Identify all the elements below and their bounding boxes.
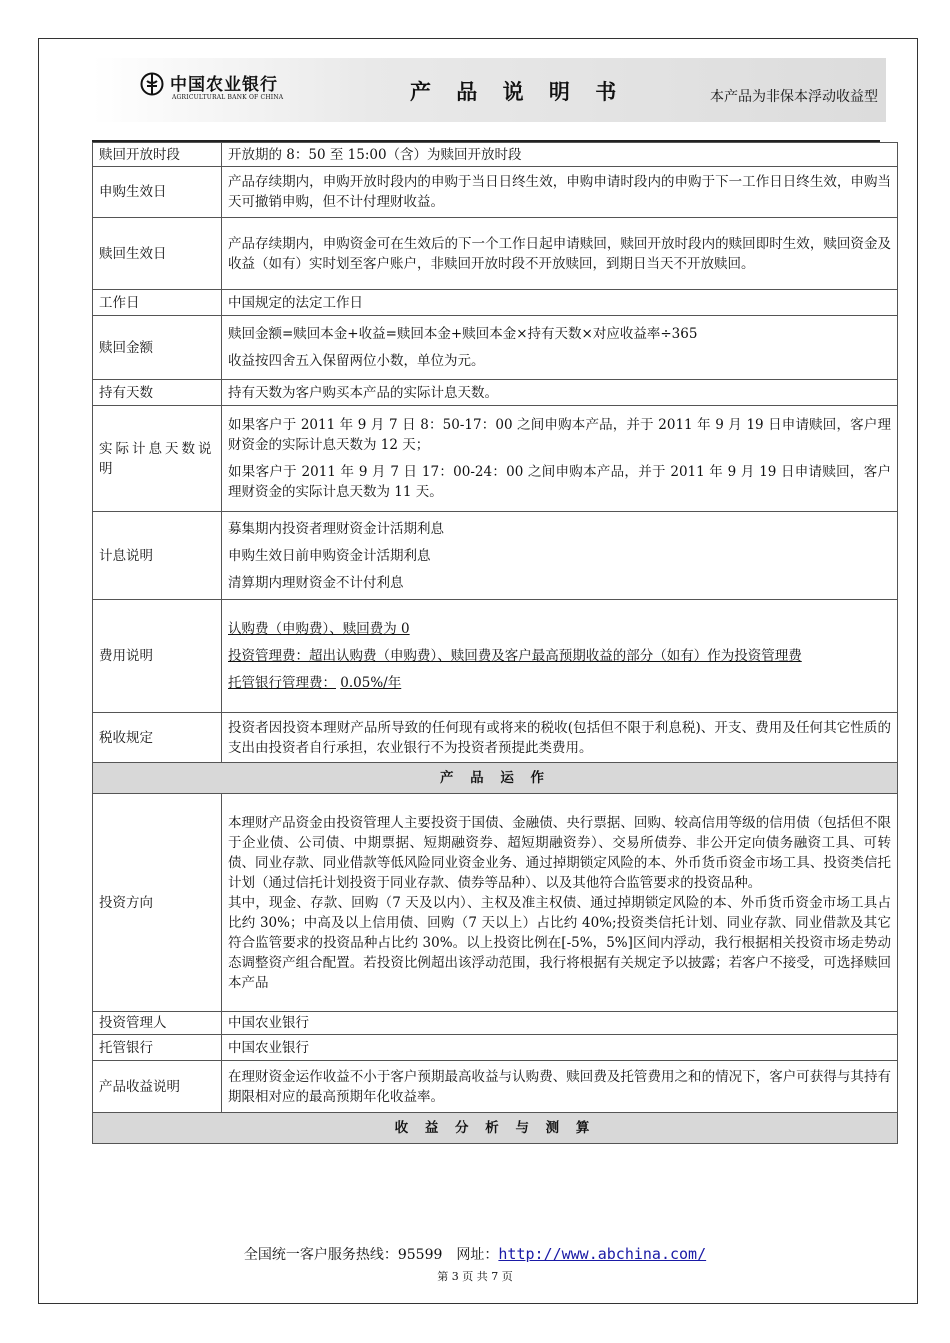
table-row bbox=[93, 1061, 898, 1113]
document-subtitle: 本产品为非保本浮动收益型 bbox=[710, 89, 878, 105]
row-value: 中国农业银行 bbox=[222, 1035, 898, 1061]
table-row bbox=[93, 713, 898, 763]
bank-name-cn: 中国农业银行 bbox=[170, 75, 278, 95]
redeem-formula: 赎回金额=赎回本金+收益=赎回本金+赎回本金×持有天数×对应收益率÷365 bbox=[228, 326, 698, 342]
footer-contact bbox=[0, 1244, 950, 1264]
table-row bbox=[93, 316, 898, 380]
section-title: 收 益 分 析 与 测 算 bbox=[93, 1113, 898, 1144]
section-row bbox=[93, 763, 898, 794]
row-label: 费用说明 bbox=[93, 600, 222, 713]
rounding-note: 收益按四舍五入保留两位小数，单位为元。 bbox=[228, 353, 485, 369]
custody-fee-value: 0.05%/年 bbox=[340, 675, 402, 691]
row-label: 申购生效日 bbox=[93, 167, 222, 218]
website-link[interactable]: http://www.abchina.com/ bbox=[498, 1245, 707, 1263]
custody-fee-label: 托管银行管理费： bbox=[228, 675, 336, 691]
table-row bbox=[93, 290, 898, 316]
table-row bbox=[93, 512, 898, 600]
row-label: 计息说明 bbox=[93, 512, 222, 600]
table-row bbox=[93, 600, 898, 713]
row-value bbox=[222, 512, 898, 600]
table-row bbox=[93, 143, 898, 167]
section-title: 产 品 运 作 bbox=[93, 763, 898, 794]
interest-line: 募集期内投资者理财资金计活期利息 bbox=[228, 520, 444, 537]
fee-line bbox=[228, 673, 891, 693]
example-2: 如果客户于 2011 年 9 月 7 日 17：00-24：00 之间申购本产品，并于 2011 年 9 月 19 日申请赎回，客户理财资金的实际计息天数为 11 天。 bbox=[228, 464, 891, 500]
row-value: 持有天数为客户购买本产品的实际计息天数。 bbox=[222, 380, 898, 406]
row-label: 实际计息天数说明 bbox=[93, 406, 222, 512]
bank-name-en: AGRICULTURAL BANK OF CHINA bbox=[172, 94, 284, 101]
row-value: 产品存续期内，申购资金可在生效后的下一个工作日起申请赎回，赎回开放时段内的赎回即时生效，赎回资金及收益（如有）实时划至客户账户，非赎回开放时段不开放赎回，到期日当天不开放赎回。 bbox=[222, 218, 898, 290]
document-title: 产 品 说 明 书 bbox=[410, 79, 626, 104]
table-row bbox=[93, 1035, 898, 1061]
row-label: 赎回金额 bbox=[93, 316, 222, 380]
document-header bbox=[92, 58, 886, 122]
interest-line: 申购生效日前申购资金计活期利息 bbox=[228, 547, 431, 564]
abc-logo-icon bbox=[140, 72, 164, 96]
invest-paragraph: 本理财产品资金由投资管理人主要投资于国债、金融债、央行票据、回购、较高信用等级的信用债（包括但不限于企业债、公司债、中期票据、短期融资券、超短期融资券）、交易所债券、非公开定向债务融资工具、可转债、同业存款、同业借款等低风险同业资金业务、通过掉期锁定风险的本、外币货币资金市场工具、投资类信托计划（通过信托计划投资于同业存款、债券等品种）、以及其他符合监管要求的投资品种。 bbox=[228, 814, 891, 891]
table-row bbox=[93, 167, 898, 218]
section-row bbox=[93, 1113, 898, 1144]
row-value: 中国农业银行 bbox=[222, 1012, 898, 1035]
table-row bbox=[93, 1012, 898, 1035]
fee-line: 投资管理费：超出认购费（申购费）、赎回费及客户最高预期收益的部分（如有）作为投资管理费 bbox=[228, 648, 802, 664]
page-number: 第 3 页 共 7 页 bbox=[437, 1270, 513, 1283]
row-label: 投资管理人 bbox=[93, 1012, 222, 1035]
row-value: 中国规定的法定工作日 bbox=[222, 290, 898, 316]
row-label: 赎回开放时段 bbox=[93, 143, 222, 167]
hotline-text: 全国统一客户服务热线：95599 网址： bbox=[243, 1247, 499, 1263]
row-label: 赎回生效日 bbox=[93, 218, 222, 290]
product-table bbox=[92, 142, 898, 1144]
table-row bbox=[93, 218, 898, 290]
row-label: 托管银行 bbox=[93, 1035, 222, 1061]
row-label: 工作日 bbox=[93, 290, 222, 316]
row-value: 投资者因投资本理财产品所导致的任何现有或将来的税收(包括但不限于利息税)、开支、费用及任何其它性质的支出由投资者自行承担，农业银行不为投资者预提此类费用。 bbox=[222, 713, 898, 763]
example-1: 如果客户于 2011 年 9 月 7 日 8：50-17：00 之间申购本产品，并于 2011 年 9 月 19 日申请赎回，客户理财资金的实际计息天数为 12 天； bbox=[228, 417, 891, 453]
interest-line: 清算期内理财资金不计付利息 bbox=[228, 574, 404, 591]
row-label: 投资方向 bbox=[93, 794, 222, 1012]
row-value bbox=[222, 406, 898, 512]
invest-paragraph: 其中，现金、存款、回购（7 天及以内）、主权及准主权债、通过掉期锁定风险的本、外币货币资金市场工具占比约 30%；中高及以上信用债、回购（7 天以上）占比约 40%;投资类信托计划、同业存款、同业借款及其它符合监管要求的投资品种占比约 30%。以上投资比例在[-5%，5%]区间内浮动，我行根据相关投资市场走势动态调整资产组合配置。若投资比例超出该浮动范围，我行将根据有关规定予以披露；若客户不接受，可选择赎回本产品 bbox=[228, 894, 891, 991]
row-label: 产品收益说明 bbox=[93, 1061, 222, 1113]
row-value: 开放期的 8：50 至 15:00（含）为赎回开放时段 bbox=[222, 143, 898, 167]
row-label: 税收规定 bbox=[93, 713, 222, 763]
fee-line: 认购费（申购费）、赎回费为 0 bbox=[228, 621, 410, 637]
row-value bbox=[222, 794, 898, 1012]
row-value: 在理财资金运作收益不小于客户预期最高收益与认购费、赎回费及托管费用之和的情况下，客户可获得与其持有期限相对应的最高预期年化收益率。 bbox=[222, 1061, 898, 1113]
row-value bbox=[222, 316, 898, 380]
table-row bbox=[93, 406, 898, 512]
row-value bbox=[222, 600, 898, 713]
row-label: 持有天数 bbox=[93, 380, 222, 406]
table-row bbox=[93, 380, 898, 406]
table-row bbox=[93, 794, 898, 1012]
row-value: 产品存续期内，申购开放时段内的申购于当日日终生效，申购申请时段内的申购于下一工作日日终生效，申购当天可撤销申购，但不计付理财收益。 bbox=[222, 167, 898, 218]
